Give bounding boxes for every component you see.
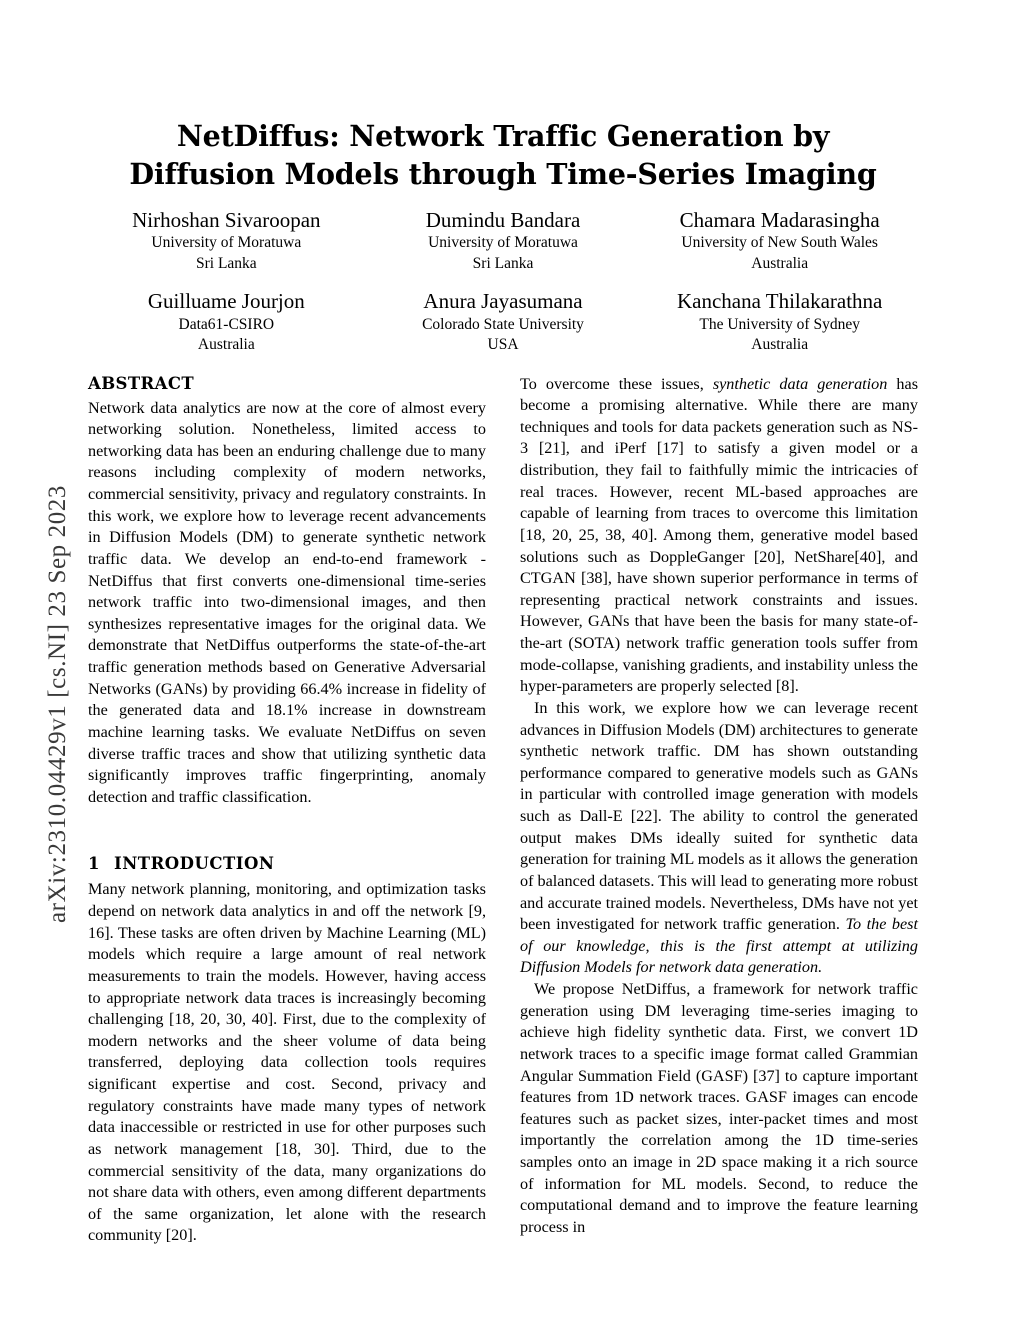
- author-location: Australia: [751, 336, 809, 354]
- author-name: Guilluame Jourjon: [147, 289, 305, 314]
- author-row: [88, 288, 918, 355]
- author-affiliation: Data61-CSIRO: [178, 315, 275, 333]
- author-name: Chamara Madarasingha: [679, 208, 880, 233]
- author-affiliation: Colorado State University: [422, 315, 584, 333]
- right-paragraph-2: [520, 698, 918, 979]
- author-block: [88, 288, 365, 355]
- author-block: [365, 288, 642, 355]
- two-column-body: [88, 374, 918, 1248]
- abstract-text: Network data analytics are now at the core of almost every networking solution. Nonetheless, limited access to networking data has been an enduring challenge due to many reasons including complexity of modern networks, commercial sensitivity, privacy and regulatory constraints. In this work, we explore how to leverage recent advancements in Diffusion Models (DM) to generate synthetic network traffic data. We develop an end-to-end framework - NetDiffus that first converts one-dimensional time-series network traffic into two-dimensional images, and then synthesizes representative images for the original data. We demonstrate that NetDiffus outperforms the state-of-the-art traffic generation methods based on Generative Adversarial Networks (GANs) by providing 66.4% increase in fidelity of the generated data and 18.1% increase in downstream machine learning tasks. We evaluate NetDiffus on seven diverse traffic traces and show that utilizing synthetic data significantly improves traffic fingerprinting, anomaly detection and traffic classification.: [88, 398, 486, 806]
- rp1-emphasis: synthetic data generation: [712, 374, 888, 393]
- paper-content: [88, 118, 918, 1247]
- author-row: [88, 207, 918, 274]
- section-title: INTRODUCTION: [114, 854, 275, 874]
- abstract-heading: ABSTRACT: [88, 373, 195, 393]
- author-location: Sri Lanka: [195, 254, 257, 272]
- author-block: [641, 207, 918, 274]
- section-gap: [88, 808, 486, 854]
- author-name: Anura Jayasumana: [423, 289, 583, 314]
- author-location: Australia: [751, 254, 809, 272]
- rp2-emphasis: To the best of our knowledge, this is the first attempt at utilizing Diffusion Models for network data generation.: [520, 915, 918, 977]
- author-affiliation: The University of Sydney: [699, 315, 860, 333]
- author-location: USA: [487, 336, 519, 354]
- rp2-pre: In this work, we explore how we can leverage recent advances in Diffusion Models (DM) architectures to generate synthetic network traffic. DM has shown outstanding performance compared to generative models such as GANs in particular with controlled image generation with models such as Dall-E [22]. The ability to control the generated output makes DMs ideally suited for synthetic data generation for training ML models as it allows the generation of balanced datasets. This will lead to generating more robust and accurate trained models. Nevertheless, DMs have not yet been investigated for network traffic generation.: [520, 698, 918, 934]
- author-affiliation: University of Moratuwa: [428, 234, 578, 252]
- author-block: [641, 288, 918, 355]
- author-affiliation: University of Moratuwa: [151, 234, 302, 252]
- author-list: [88, 207, 918, 355]
- author-block: [365, 207, 642, 274]
- section-number: 1: [88, 854, 100, 874]
- right-paragraph-1: [520, 374, 918, 698]
- author-affiliation: University of New South Wales: [681, 234, 878, 252]
- right-column: [520, 374, 918, 1248]
- author-name: Nirhoshan Sivaroopan: [132, 208, 321, 233]
- introduction-heading: [88, 854, 486, 873]
- author-name: Dumindu Bandara: [425, 208, 581, 233]
- left-column: [88, 374, 486, 1248]
- arxiv-stamp: arXiv:2310.04429v1 [cs.NI] 23 Sep 2023: [44, 484, 71, 924]
- right-paragraph-3: We propose NetDiffus, a framework for network traffic generation using DM leveraging time-series imaging to achieve high fidelity synthetic data. First, we convert 1D network traces to a specific image format called Grammian Angular Summation Field (GASF) [37] to capture important features from 1D network traces. GASF images can encode features such as packet sizes, inter-packet times and most importantly the correlation among the 1D time-series samples onto an image in 2D space making it a rich source of information for ML models. Second, to reduce the computational demand and to improve the feature learning process in: [520, 980, 918, 1236]
- author-location: Australia: [197, 336, 255, 354]
- rp1-post: has become a promising alternative. While there are many techniques and tools for data packets generation such as NS-3 [21], and iPerf [17] to satisfy a given model or a distribution, they fail to faithfully mimic the intricacies of real traces. However, recent ML-based approaches are capable of learning from traces to overcome this limitation [18, 20, 25, 38, 40]. Among them, generative model based solutions such as DoppleGanger [20], NetShare[40], and CTGAN [38], have shown superior performance in terms of representing practical network constraints and issues. However, GANs that have been the basis for many state-of-the-art (SOTA) network traffic generation tools suffer from mode-collapse, vanishing gradients, and instability unless the hyper-parameters are properly selected [8].: [520, 374, 918, 696]
- author-location: Sri Lanka: [472, 254, 534, 272]
- intro-paragraph: Many network planning, monitoring, and optimization tasks depend on network data analytics in and off the network [9, 16]. These tasks are often driven by Machine Learning (ML) models which require a large amount of real network measurements to train the models. However, having access to appropriate network data traces is increasingly becoming challenging [18, 20, 30, 40]. First, due to the complexity of modern networks and the sheer volume of data being transferred, deploying data collection tools requires significant expertise and cost. Second, privacy and regulatory constraints have made many types of network data inaccessible or restricted in use for other purposes such as network management [18, 30]. Third, due to the commercial sensitivity of the data, many organizations do not share data with others, even among different departments of the same organization, let alone with the research community [20].: [88, 880, 486, 1245]
- rp1-pre: To overcome these issues,: [520, 374, 713, 393]
- page-title: NetDiffus: Network Traffic Generation by Diffusion Models through Time-Series Imaging: [129, 119, 877, 191]
- author-block: [88, 207, 365, 274]
- author-name: Kanchana Thilakarathna: [676, 289, 883, 314]
